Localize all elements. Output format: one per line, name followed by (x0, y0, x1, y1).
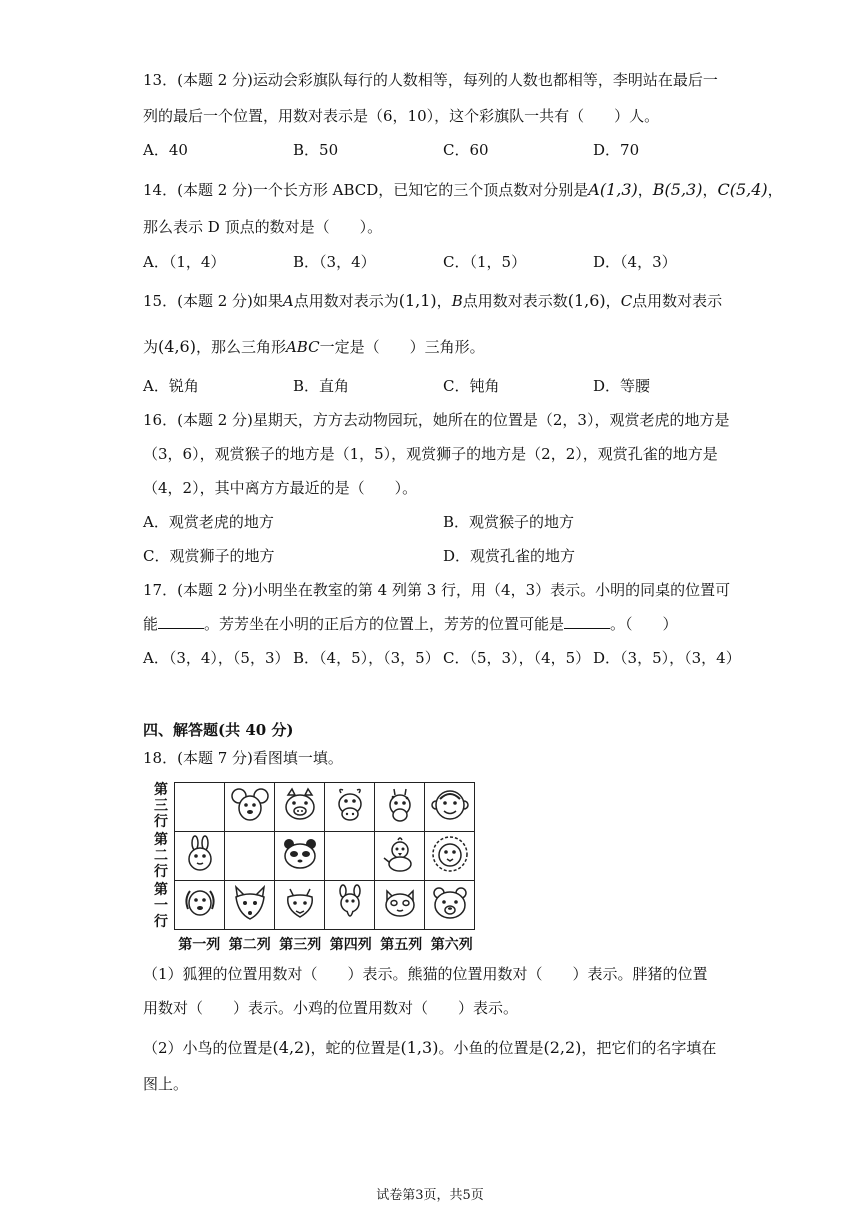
q18-bird-coord: (4,2) (272, 1038, 311, 1057)
q13-option-d: D．70 (593, 141, 640, 159)
q17-blank-1[interactable] (158, 614, 204, 629)
q17-text-a: 能 (143, 615, 159, 633)
row-label-2 (150, 832, 172, 880)
cell-2-1 (225, 881, 275, 930)
col-label-3: 第三列 (279, 937, 322, 953)
table-row (175, 832, 475, 881)
q15-line1 (143, 291, 722, 311)
q15-coord-b: (1,6) (567, 291, 606, 310)
q18-part2-text-a: （2）小鸟的位置是 (143, 1039, 273, 1057)
animal-grid (150, 782, 476, 953)
panda-icon (280, 834, 320, 874)
q15-text-h: ，那么三角形 (195, 338, 286, 356)
q15-text-d: 点用数对表示数 (462, 292, 568, 310)
chick-icon (380, 834, 420, 874)
q14-point-c: C(5,4) (717, 180, 768, 199)
lion-icon (430, 834, 470, 874)
q16-option-b: B．观赏猴子的地方 (443, 513, 575, 531)
q16-line2: （3，6），观赏猴子的地方是（1，5），观赏狮子的地方是（2，2），观赏孔雀的地方是 (143, 445, 718, 463)
q15-option-b: B．直角 (293, 377, 350, 395)
q17-line1: 17．(本题 2 分)小明坐在教室的第 4 列第 3 行，用（4，3）表示。小明的同桌的位置可 (143, 581, 731, 599)
animal-table (174, 782, 475, 930)
q16-option-d: D．观赏孔雀的地方 (443, 547, 576, 565)
q15-text-b: 点用数对表示为 (293, 292, 399, 310)
q15-label-a: A (282, 292, 294, 310)
q18-title: 18．(本题 7 分)看图填一填。 (143, 749, 343, 767)
q17-blank-2[interactable] (564, 614, 610, 629)
cell-4-3 (325, 783, 375, 832)
rabbit-icon (180, 834, 220, 874)
q17-text-b: 。芳芳坐在小明的正后方的位置上，芳芳的位置可能是 (204, 615, 565, 633)
cell-2-3 (225, 783, 275, 832)
table-row (175, 783, 475, 832)
q13-option-b: B．50 (293, 141, 339, 159)
q16-line1: 16．(本题 2 分)星期天，方方去动物园玩，她所在的位置是（2，3），观赏老虎的地方是 (143, 411, 730, 429)
col-label-5: 第五列 (380, 937, 423, 953)
q15-line2 (143, 337, 485, 357)
q13-option-c: C．60 (443, 141, 489, 159)
q15-coord-a: (1,1) (398, 291, 437, 310)
q18-part1-line1: （1）狐狸的位置用数对（ ）表示。熊猫的位置用数对（ ）表示。胖猪的位置 (143, 965, 708, 983)
row-label-3-text: 第三行 (154, 782, 168, 830)
q14-point-b: B(5,3) (652, 180, 703, 199)
q18-snake-coord: (1,3) (400, 1038, 439, 1057)
q14-option-d: D．（4，3） (593, 253, 677, 271)
col-label-1: 第一列 (178, 937, 221, 953)
q17-option-d: D．（3，5），（3，4） (593, 649, 741, 667)
q16-line3: （4，2），其中离方方最近的是（ ）。 (143, 479, 418, 497)
q15-option-c: C．钝角 (443, 377, 500, 395)
q15-option-a: A．锐角 (143, 377, 199, 395)
cell-6-2 (425, 832, 475, 881)
q15-triangle-abc: ABC (285, 338, 320, 356)
cow-icon (330, 785, 370, 825)
q18-part2-text-c: 。小鱼的位置是 (438, 1039, 544, 1057)
q15-text-a: 15．(本题 2 分)如果 (143, 292, 283, 310)
fox-icon (230, 883, 270, 923)
giraffe-icon (380, 785, 420, 825)
q15-label-c: C (620, 292, 633, 310)
donkey-icon (330, 883, 370, 923)
cell-2-2[interactable] (225, 832, 275, 881)
col-label-6: 第六列 (430, 937, 473, 953)
q18-part2-line2: 图上。 (143, 1075, 189, 1093)
wolf-icon (280, 883, 320, 923)
q16-option-a: A．观赏老虎的地方 (143, 513, 274, 531)
table-row (175, 881, 475, 930)
q14-option-c: C．（1，5） (443, 253, 527, 271)
q14-line1 (143, 180, 783, 200)
pig-icon (280, 785, 320, 825)
q15-text-c: ， (436, 292, 452, 310)
q17-option-a: A．（3，4），（5，3） (143, 649, 290, 667)
q18-part2-text-d: ，把它们的名字填在 (581, 1039, 717, 1057)
q16-option-c: C．观赏狮子的地方 (143, 547, 275, 565)
cell-5-1 (375, 881, 425, 930)
q15-text-e: ， (605, 292, 621, 310)
q13-option-a: A．40 (143, 141, 188, 159)
cell-1-2 (175, 832, 225, 881)
cell-3-1 (275, 881, 325, 930)
q17-line2 (143, 614, 678, 634)
q15-text-f: 点用数对表示 (632, 292, 723, 310)
cell-3-3 (275, 783, 325, 832)
cell-5-3 (375, 783, 425, 832)
cell-6-3 (425, 783, 475, 832)
cat-icon (380, 883, 420, 923)
q14-sep-2: ， (702, 181, 718, 199)
dog-icon (180, 883, 220, 923)
q18-part2-text-b: ，蛇的位置是 (310, 1039, 401, 1057)
section-heading: 四、解答题(共 40 分) (143, 721, 294, 739)
q18-part1-line2: 用数对（ ）表示。小鸡的位置用数对（ ）表示。 (143, 999, 519, 1017)
monkey-icon (430, 785, 470, 825)
q17-option-b: B．（4，5），（3，5） (293, 649, 440, 667)
col-label-2: 第二列 (228, 937, 271, 953)
page-footer: 试卷第3页，共5页 (376, 1188, 484, 1203)
q17-text-c: 。（ ） (610, 615, 678, 633)
row-label-1-text: 第一行 (154, 882, 168, 930)
q14-line2: 那么表示 D 顶点的数对是（ ）。 (143, 218, 383, 236)
row-label-2-text: 第二行 (154, 832, 168, 880)
q15-text-g: 为 (143, 338, 159, 356)
q15-coord-c: (4,6) (158, 337, 196, 356)
row-label-1 (150, 882, 172, 930)
q15-text-i: 一定是（ ）三角形。 (319, 338, 485, 356)
mouse-icon (230, 785, 270, 825)
q14-sep-1: ， (637, 181, 653, 199)
q18-part2-line1 (143, 1038, 716, 1058)
row-label-3 (150, 782, 172, 830)
q14-option-a: A．（1，4） (143, 253, 226, 271)
column-labels (174, 934, 477, 954)
q14-point-a: A(1,3) (588, 180, 638, 199)
q17-option-c: C．（5，3），（4，5） (443, 649, 591, 667)
q13-line2: 列的最后一个位置，用数对表示是（6，10），这个彩旗队一共有（ ）人。 (143, 107, 660, 125)
q14-sep-3: ， (767, 181, 783, 199)
q15-label-b: B (451, 292, 463, 310)
cell-4-1 (325, 881, 375, 930)
cell-1-1 (175, 881, 225, 930)
bear-icon (430, 883, 470, 923)
q13-line1: 13．(本题 2 分)运动会彩旗队每行的人数相等，每列的人数也都相等，李明站在最后一 (143, 71, 718, 89)
cell-3-2 (275, 832, 325, 881)
cell-1-3[interactable] (175, 783, 225, 832)
col-label-4: 第四列 (329, 937, 372, 953)
cell-6-1 (425, 881, 475, 930)
q14-text: 14．(本题 2 分)一个长方形 ABCD，已知它的三个顶点数对分别是 (143, 181, 589, 199)
cell-5-2 (375, 832, 425, 881)
q18-fish-coord: (2,2) (543, 1038, 582, 1057)
q14-option-b: B．（3，4） (293, 253, 376, 271)
q15-option-d: D．等腰 (593, 377, 651, 395)
cell-4-2[interactable] (325, 832, 375, 881)
